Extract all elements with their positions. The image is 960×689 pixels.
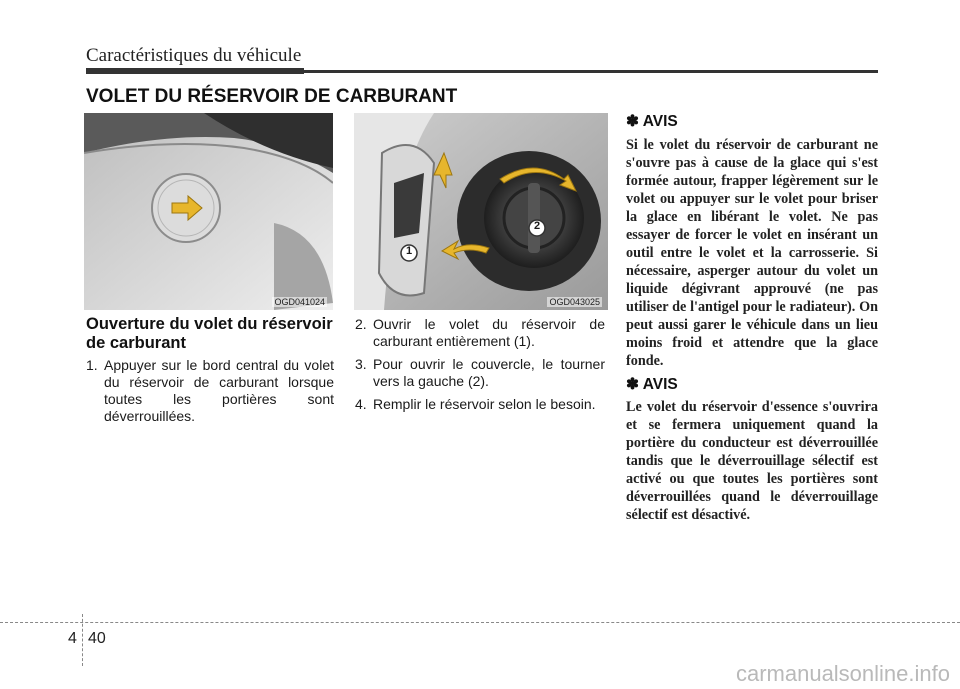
list-item [355,316,605,350]
page-number: 40 [88,630,106,647]
step-text: Remplir le réservoir selon le besoin. [373,396,596,412]
step-number: 3. [355,356,367,372]
fuel-door-photo-closed [84,113,333,310]
notice-text: Si le volet du réservoir de carburant ne s'ouvre pas à cause de la glace qui s'est formée autour, frapper légèrement sur le volet ou appuyer sur le volet pour briser la glace en libérant le volet. Ne pas essayer de forcer le volet en insérant un outil entre le volet et la carrosserie. Si nécessaire, asperger autour du volet un liquide dégivrant approuvé (ne pas utiliser de l'antigel pour le radiateur). On peut aussi garer le véhicule dans un lieu moins froid et attendre que la glace fonde. [626,137,878,369]
chapter-number: 4 [68,630,77,647]
step-text: Ouvrir le volet du réservoir de carburant entièrement (1). [373,316,605,349]
steps-list-left [86,357,334,431]
section-title: VOLET DU RÉSERVOIR DE CARBURANT [86,86,458,107]
step-number: 1. [86,357,98,373]
header-title: Caractéristiques du véhicule [86,45,302,66]
notice-heading: ✽ AVIS [626,376,678,393]
list-item [355,356,605,390]
footer-divider [82,614,83,666]
steps-list-middle [355,316,605,419]
footer-rule [0,622,960,623]
list-item [355,396,605,413]
list-item [86,357,334,425]
watermark: carmanualsonline.info [735,661,950,686]
subsection-title: Ouverture du volet du réservoir de carburant [86,315,333,352]
callout-2: 2 [533,220,541,232]
callout-1: 1 [405,245,413,257]
image-code: OGD041024 [274,297,325,307]
image-code: OGD043025 [549,297,600,307]
step-number: 4. [355,396,367,412]
step-text: Appuyer sur le bord central du volet du réservoir de carburant lorsque toutes les portières sont déverrouillées. [104,357,334,424]
fuel-door-photo-open [354,113,608,310]
notice-text: Le volet du réservoir d'essence s'ouvrira et se fermera uniquement quand la portière du conducteur est déverrouillée tandis que le déverrouillage sélectif est activé ou que toutes les portières sont déverrouillées quand le déverrouillage sélectif est désactivé. [626,399,878,523]
notice-heading: ✽ AVIS [626,113,678,130]
step-text: Pour ouvrir le couvercle, le tourner vers la gauche (2). [373,356,605,389]
header-rule-accent [86,68,304,74]
step-number: 2. [355,316,367,332]
